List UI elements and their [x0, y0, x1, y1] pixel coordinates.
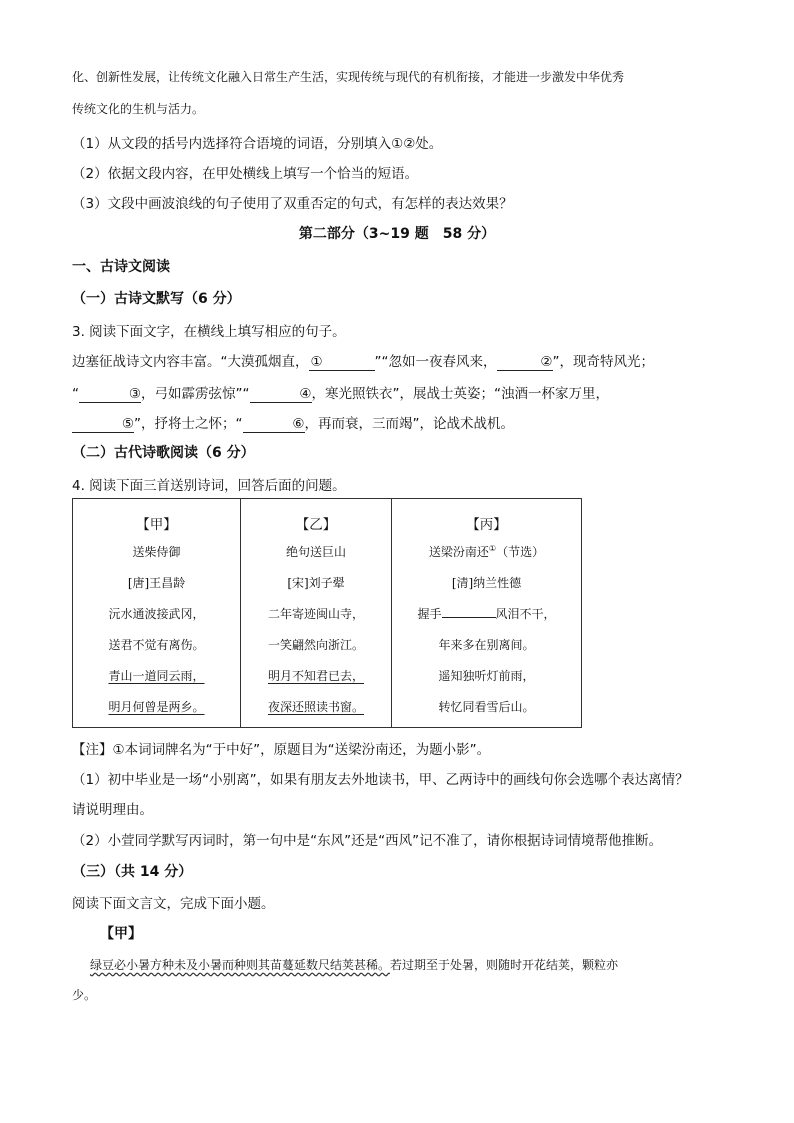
q3-text: ”，抒将士之怀；“ [134, 416, 243, 432]
poem-jia-author: [唐]王昌龄 [127, 576, 186, 590]
poem-jia-underlined-line: 明月何曾是两乡。 [108, 700, 205, 714]
part2-title: 第二部分（3~19 题 58 分） [298, 226, 496, 242]
classical-text: 若过期至于处暑，则随时开花结荚，颗粒亦 [390, 958, 619, 972]
question-1-2: （2）依据文段内容，在甲处横线上填写一个恰当的短语。 [72, 166, 419, 182]
section-ancient-reading: 一、古诗文阅读 [72, 259, 170, 275]
poem-bing-author: [清]纳兰性德 [451, 576, 522, 590]
q3-text: ，再而衰，三而竭”，论战术战机。 [304, 416, 514, 432]
poem-bing-label: 【丙】 [466, 517, 507, 533]
q3-text: ”“忽如一夜春风来， [374, 354, 497, 370]
question-1-3: （3）文段中画波浪线的句子使用了双重否定的句式，有怎样的表达效果？ [72, 196, 513, 212]
poem-bing-line: 遥知独听灯前雨， [438, 669, 535, 683]
poem-jia-label: 【甲】 [136, 517, 177, 533]
poem-yi [241, 499, 392, 728]
blank-4: ④ [250, 386, 312, 403]
poem-bing-line-with-blank: 握手 风泪不干， [417, 607, 556, 621]
poem-yi-title: 绝句送巨山 [285, 545, 346, 559]
poem-yi-label: 【乙】 [295, 517, 337, 533]
blank-wind [442, 617, 496, 618]
poem-jia-underlined-line: 青山一道同云雨， [108, 669, 205, 683]
subsection-dictation: （一）古诗文默写（6 分） [72, 291, 241, 307]
q3-line-3 [72, 412, 514, 433]
poem-bing-line: 转忆同看雪后山。 [438, 700, 535, 714]
footnote-marker: ① [488, 544, 497, 553]
subsection-classical: （三）（共 14 分） [72, 864, 193, 880]
poem-jia [73, 499, 241, 728]
classical-text-line-1 [90, 956, 618, 973]
classical-prompt: 阅读下面文言文，完成下面小题。 [72, 896, 275, 912]
poem-jia-line: 送君不觉有离伤。 [108, 638, 205, 652]
blank-1: ① [309, 354, 375, 371]
q4-1-cont: 请说明理由。 [72, 802, 153, 818]
poem-yi-line: 二年寄迹闽山寺， [267, 607, 364, 621]
q3-text: 边塞征战诗文内容丰富。“大漠孤烟直， [72, 354, 309, 370]
poem-bing-line: 年来多在别离间。 [438, 638, 535, 652]
q3-text: ，寒光照铁衣”，展战士英姿；“浊酒一杯家万里， [311, 386, 609, 402]
q4-1: （1）初中毕业是一场“小别离”，如果有朋友去外地读书，甲、乙两诗中的画线句你会选哪个表达离情？ [72, 772, 689, 788]
blank-5: ⑤ [72, 416, 134, 433]
blank-3: ③ [79, 386, 141, 403]
q4-prompt: 4. 阅读下面三首送别诗词，回答后面的问题。 [72, 478, 346, 494]
poems-table [72, 498, 582, 728]
q3-line-2 [72, 382, 609, 403]
poem-yi-underlined-line: 夜深还照读书窗。 [267, 700, 364, 714]
blank-6: ⑥ [243, 416, 305, 433]
poem-jia-title: 送柴侍御 [132, 545, 181, 559]
subsection-poetry: （二）古代诗歌阅读（6 分） [72, 445, 255, 461]
wavy-underlined-text: 绿豆必小暑方种未及小暑而种则其苗蔓延数尺结荚甚稀。 [90, 958, 391, 972]
poem-yi-underlined-line: 明月不知君已去， [267, 669, 364, 683]
classical-text-line-2: 少。 [72, 988, 97, 1002]
q3-prompt: 3. 阅读下面文字，在横线上填写相应的句子。 [72, 324, 346, 340]
q3-text: ”，现奇特风光； [552, 354, 654, 370]
blank-2: ② [497, 354, 553, 371]
intro-line-2: 传统文化的生机与活力。 [72, 102, 205, 116]
poem-bing-title: 送梁汾南还①（节选） [428, 544, 545, 559]
classical-jia-label: 【甲】 [100, 926, 142, 942]
poem-bing [392, 499, 582, 728]
poem-jia-line: 沅水通波接武冈， [108, 607, 205, 621]
q4-2: （2）小萱同学默写丙词时，第一句中是“东风”还是“西风”记不准了，请你根据诗词情境帮他推断。 [72, 833, 663, 849]
question-1-1: （1）从文段的括号内选择符合语境的词语，分别填入①②处。 [72, 136, 443, 152]
q3-line-1 [72, 350, 654, 371]
poem-yi-author: [宋]刘子翚 [287, 576, 345, 590]
q3-text: ，弓如霹雳弦惊”“ [141, 386, 250, 402]
q3-text: “ [72, 386, 79, 402]
poem-yi-line: 一笑翩然向浙江。 [267, 638, 364, 652]
footnote: 【注】①本词词牌名为“于中好”，原题目为“送梁汾南还，为题小影”。 [72, 742, 491, 758]
intro-line-1: 化、创新性发展，让传统文化融入日常生产生活，实现传统与现代的有机衔接，才能进一步激发中华优秀 [72, 70, 625, 84]
